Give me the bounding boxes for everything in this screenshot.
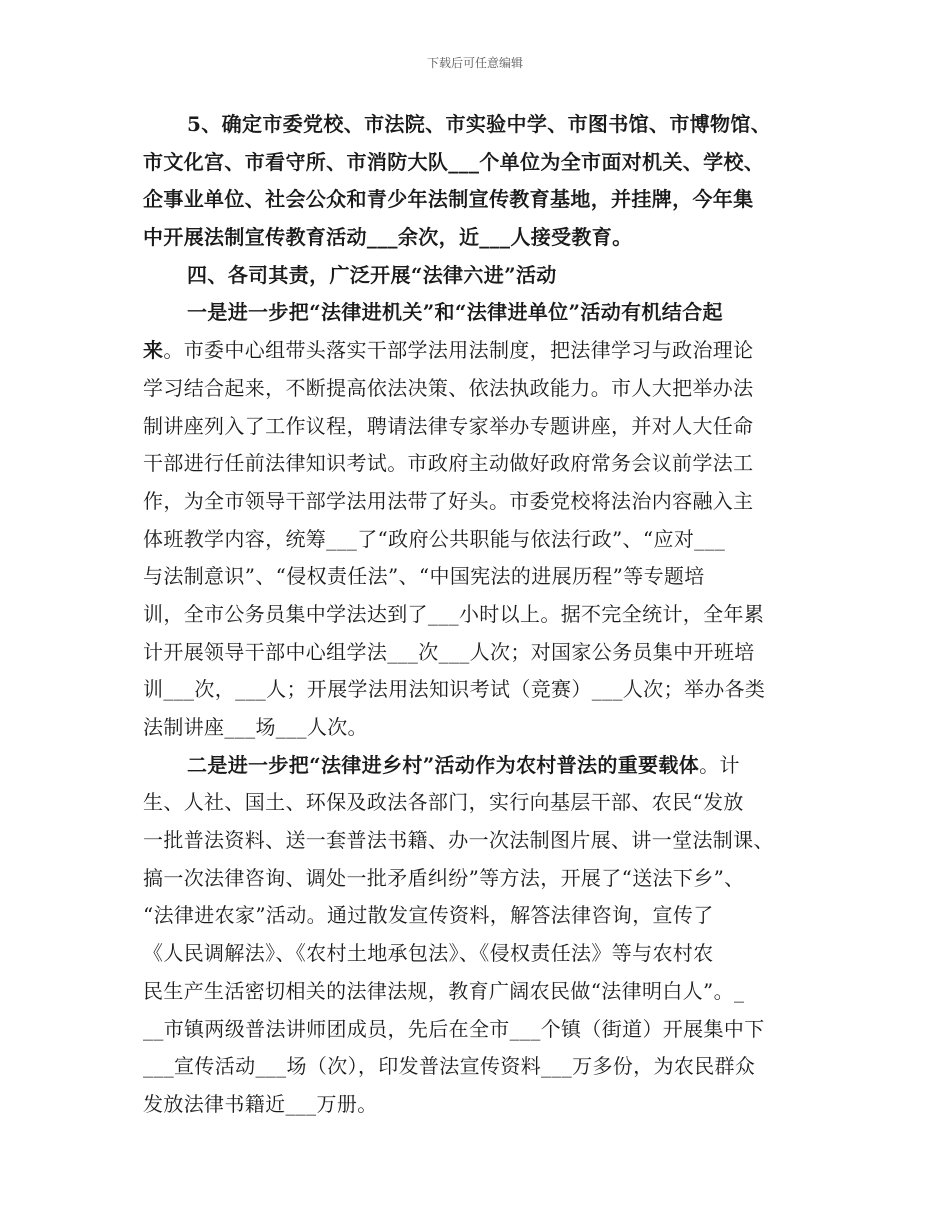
text-line: 市文化宫、市看守所、市消防大队___个单位为全市面对机关、学校、 — [143, 149, 765, 174]
text-line: 企事业单位、社会公众和青少年法制宣传教育基地，并挂牌，今年集 — [143, 187, 754, 212]
page-header-note: 下载后可任意编辑 — [426, 56, 523, 70]
bold-lead: 来 — [143, 338, 164, 363]
text-line: 一批普法资料、送一套普法书籍、办一次法制图片展、讲一堂法制课、 — [143, 828, 774, 853]
text-line: 5、确定市委党校、市法院、市实验中学、市图书馆、市博物馆、 — [187, 112, 772, 136]
document-body — [143, 106, 810, 1124]
point-1-paragraph — [143, 294, 810, 746]
text-line: 搞一次法律咨询、调处一批矛盾纠纷”等方法，开展了“送法下乡”、 — [143, 865, 745, 890]
text-line: __市镇两级普法讲师团成员，先后在全市___个镇（街道）开展集中下 — [143, 1016, 765, 1041]
text-line: ___宣传活动___场（次），印发普法宣传资料___万多份，为农民群众 — [143, 1054, 756, 1079]
text-line: 发放法律书籍近___万册。 — [143, 1091, 378, 1116]
text-line: 中开展法制宣传教育活动___余次，近___人接受教育。 — [143, 225, 633, 250]
section-heading: 四、各司其责，广泛开展“法律六进”活动 — [187, 262, 557, 287]
text-line: 训___次，___人；开展学法用法知识考试（竞赛）___人次；举办各类 — [143, 677, 766, 702]
text-line: 训，全市公务员集中学法达到了___小时以上。据不完全统计，全年累 — [143, 601, 765, 626]
text-line: 生、人社、国土、环保及政法各部门，实行向基层干部、农民“发放 — [143, 790, 744, 815]
text-line: 民生产生活密切相关的法律法规，教育广阔农民做“法律明白人”。_ — [143, 978, 745, 1003]
text-run: 。市委中心组带头落实干部学法用法制度，把法律学习与政治理论 — [163, 338, 754, 363]
text-line: 计开展领导干部中心组学法___次___人次；对国家公务员集中开班培 — [143, 639, 755, 664]
text-line: “法律进农家”活动。通过散发宣传资料，解答法律咨询，宣传了 — [143, 903, 714, 928]
text-line: 制讲座列入了工作议程，聘请法律专家举办专题讲座，并对人大任命 — [143, 413, 754, 438]
text-line — [143, 332, 810, 370]
text-line: 学习结合起来，不断提高依法决策、依法执政能力。市人大把举办法 — [143, 375, 754, 400]
text-line: 作，为全市领导干部学法用法带了好头。市委党校将法治内容融入主 — [143, 488, 754, 513]
text-line: 《人民调解法》、《农村土地承包法》、《侵权责任法》等与农村农 — [143, 941, 714, 966]
text-line — [143, 747, 810, 785]
text-line: 干部进行任前法律知识考试。市政府主动做好政府常务会议前学法工 — [143, 451, 754, 476]
text-line: 与法制意识”、“侵权责任法”、“中国宪法的进展历程”等专题培 — [143, 564, 705, 589]
paragraph-5 — [143, 106, 810, 257]
bold-lead: 二是进一步把“法律进乡村”活动作为农村普法的重要载体 — [187, 752, 700, 777]
point-2-paragraph — [143, 747, 810, 1124]
text-run: 。计 — [699, 752, 740, 777]
text-line: 一是进一步把“法律进机关”和“法律进单位”活动有机结合起 — [187, 300, 723, 325]
text-line: 法制讲座___场___人次。 — [143, 715, 368, 739]
text-line: 体班教学内容，统筹___了“政府公共职能与依法行政”、“应对___ — [143, 526, 726, 551]
